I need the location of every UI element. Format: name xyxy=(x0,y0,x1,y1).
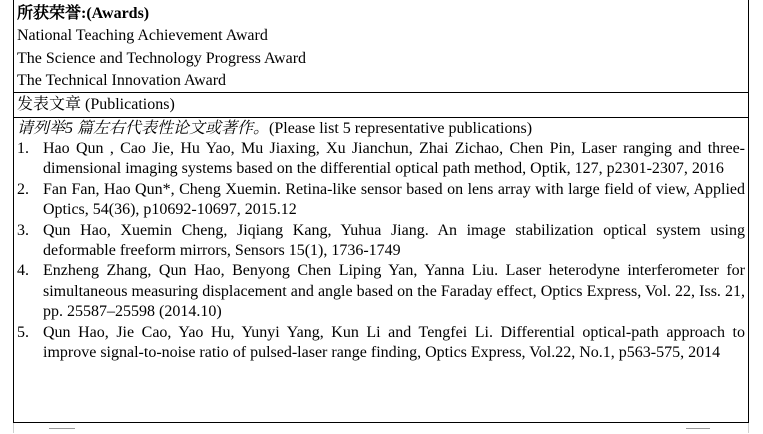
publication-number: 3. xyxy=(17,221,29,239)
instruction-chinese: 请列举5 篇左右代表性论文或著作。 xyxy=(17,120,270,137)
award-item: The Technical Innovation Award xyxy=(17,72,227,89)
page-bottom-edge xyxy=(13,423,749,433)
publication-item xyxy=(17,139,745,180)
publication-item xyxy=(17,261,745,322)
publications-heading: 发表文章 (Publications) xyxy=(14,93,748,118)
publication-citation: Qun Hao, Jie Cao, Yao Hu, Yunyi Yang, Kun Li and Tengfei Li. Differential optical-path approach to improve signal-to-noise ratio of pulsed-laser range finding, Optics Express, Vol.22, No.1, p563-575, 2014 xyxy=(43,323,745,362)
awards-cell xyxy=(14,0,748,93)
award-item: National Teaching Achievement Award xyxy=(17,27,268,44)
publication-citation: Qun Hao, Xuemin Cheng, Jiqiang Kang, Yuhua Jiang. An image stabilization optical system using deformable freeform mirrors, Sensors 15(1), 1736-1749 xyxy=(43,221,745,260)
publication-item xyxy=(17,221,745,262)
award-item: The Science and Technology Progress Award xyxy=(17,49,307,67)
publications-cell xyxy=(14,118,748,423)
page-corner-mark xyxy=(686,428,710,434)
publication-item xyxy=(17,323,745,364)
publication-citation: Fan Fan, Hao Qun*, Cheng Xuemin. Retina-like sensor based on lens array with large field of view, Applied Optics, 54(36), p10692-10697, 2015.12 xyxy=(43,180,745,219)
page-corner-mark xyxy=(49,428,75,434)
publication-item xyxy=(17,180,745,221)
instruction-english: (Please list 5 representative publications) xyxy=(269,120,533,137)
publications-instruction xyxy=(17,118,745,139)
publication-number: 2. xyxy=(17,180,29,198)
publication-number: 4. xyxy=(17,262,29,280)
publication-citation: Enzheng Zhang, Qun Hao, Benyong Chen Liping Yan, Yanna Liu. Laser heterodyne interferometer for simultaneous measuring displacement and angle based on the Faraday effect, Optics Express, Vol. 22, Iss. 21, pp. 25587–25598 (2014.10) xyxy=(43,262,745,321)
publication-citation: Hao Qun , Cao Jie, Hu Yao, Mu Jiaxing, Xu Jianchun, Zhai Zichao, Chen Pin, Laser ranging and three-dimensional imaging systems based on the differential optical path method, Optik, 127, p2301-2307, 2016 xyxy=(43,140,745,178)
publication-number: 5. xyxy=(17,323,29,341)
publication-list xyxy=(17,139,745,363)
publication-number: 1. xyxy=(17,140,29,157)
awards-heading: 所获荣誉:(Awards) xyxy=(17,5,150,22)
document-table xyxy=(13,0,749,423)
